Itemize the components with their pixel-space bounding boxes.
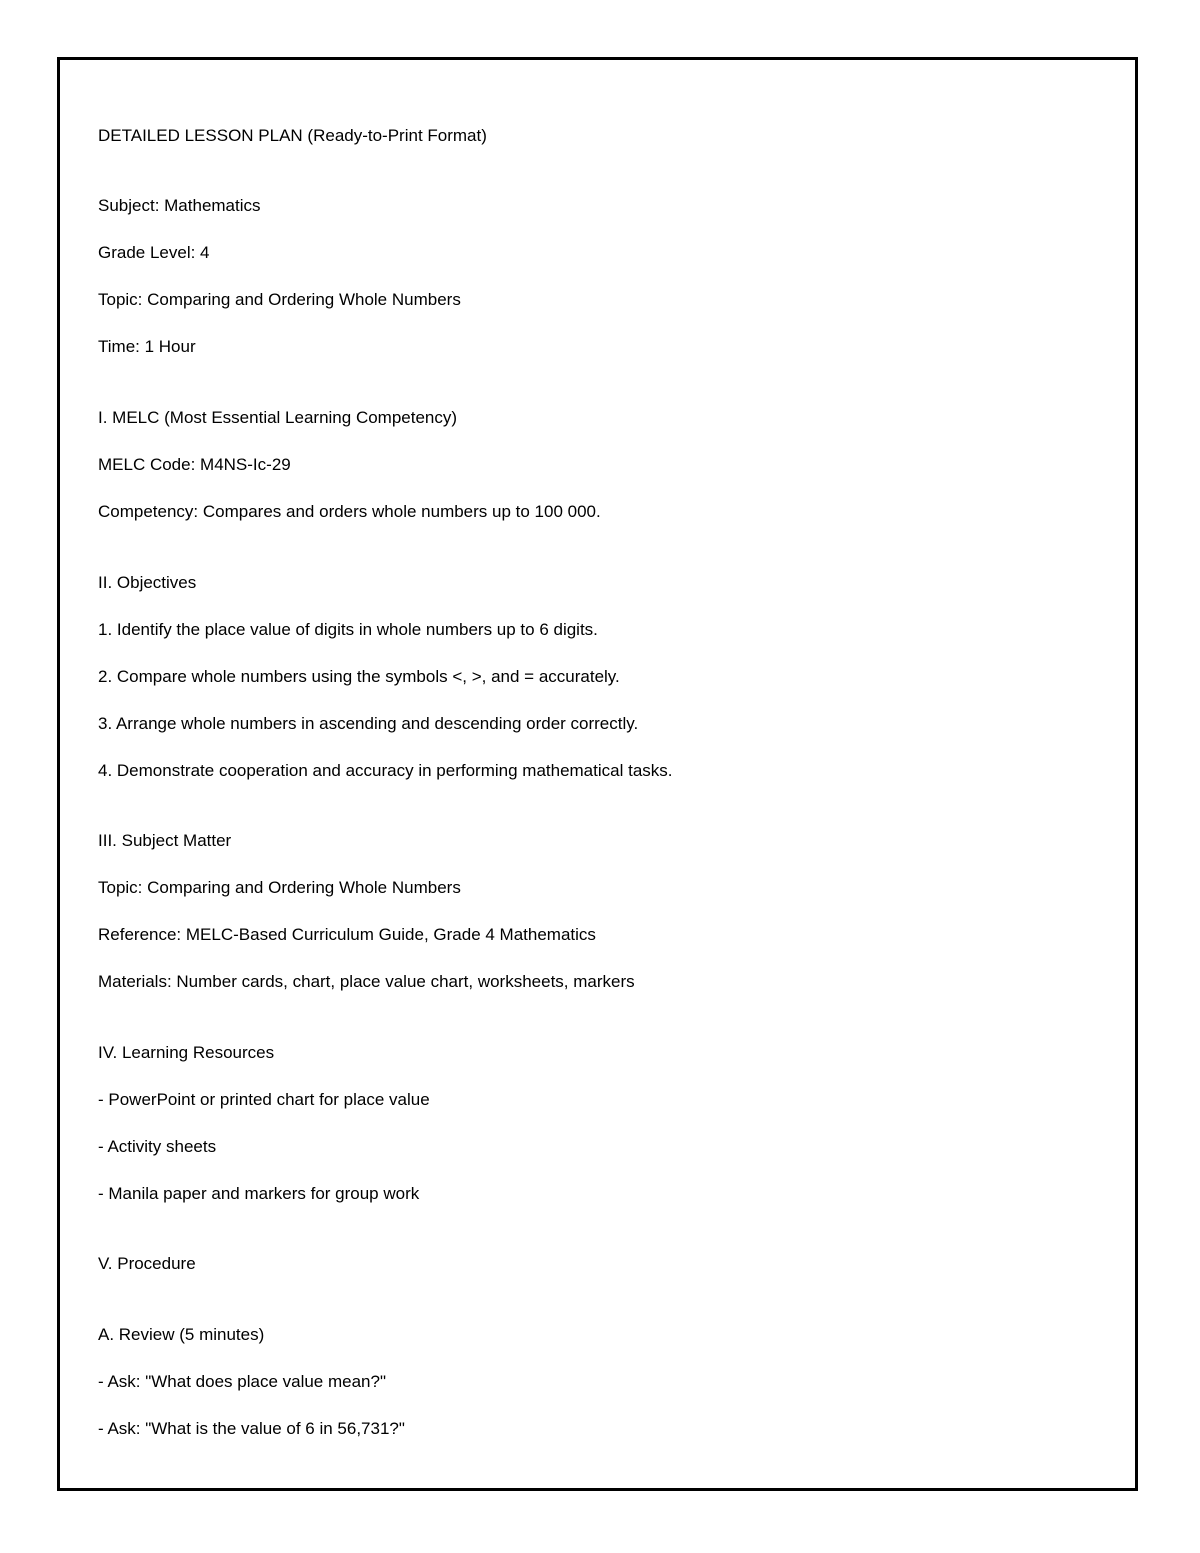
- grade-level-line: Grade Level: 4: [98, 243, 210, 262]
- subject-line: Subject: Mathematics: [98, 196, 261, 215]
- melc-heading: I. MELC (Most Essential Learning Competency): [98, 408, 458, 427]
- procedure-heading: V. Procedure: [98, 1254, 196, 1273]
- topic-line: Topic: Comparing and Ordering Whole Numbers: [98, 290, 461, 309]
- objective-item: 1. Identify the place value of digits in whole numbers up to 6 digits.: [98, 620, 598, 639]
- competency-line: Competency: Compares and orders whole numbers up to 100 000.: [98, 502, 601, 521]
- objective-item: 3. Arrange whole numbers in ascending and descending order correctly.: [98, 714, 639, 733]
- subject-matter-topic: Topic: Comparing and Ordering Whole Numbers: [98, 878, 461, 897]
- review-item: - Ask: "What is the value of 6 in 56,731?": [98, 1419, 405, 1438]
- resource-item: - Activity sheets: [98, 1137, 217, 1156]
- objectives-heading: II. Objectives: [98, 573, 197, 592]
- review-item: - Ask: "What does place value mean?": [98, 1372, 386, 1391]
- review-heading: A. Review (5 minutes): [98, 1325, 265, 1344]
- resource-item: - PowerPoint or printed chart for place value: [98, 1090, 430, 1109]
- objective-item: 2. Compare whole numbers using the symbols <, >, and = accurately.: [98, 667, 620, 686]
- materials-line: Materials: Number cards, chart, place value chart, worksheets, markers: [98, 972, 635, 991]
- reference-line: Reference: MELC-Based Curriculum Guide, Grade 4 Mathematics: [98, 925, 596, 944]
- resource-item: - Manila paper and markers for group work: [98, 1184, 420, 1203]
- objective-item: 4. Demonstrate cooperation and accuracy in performing mathematical tasks.: [98, 761, 673, 780]
- melc-code-line: MELC Code: M4NS-Ic-29: [98, 455, 291, 474]
- subject-matter-heading: III. Subject Matter: [98, 831, 232, 850]
- time-line: Time: 1 Hour: [98, 337, 196, 356]
- learning-resources-heading: IV. Learning Resources: [98, 1043, 275, 1062]
- document-title: DETAILED LESSON PLAN (Ready-to-Print Format): [98, 126, 487, 145]
